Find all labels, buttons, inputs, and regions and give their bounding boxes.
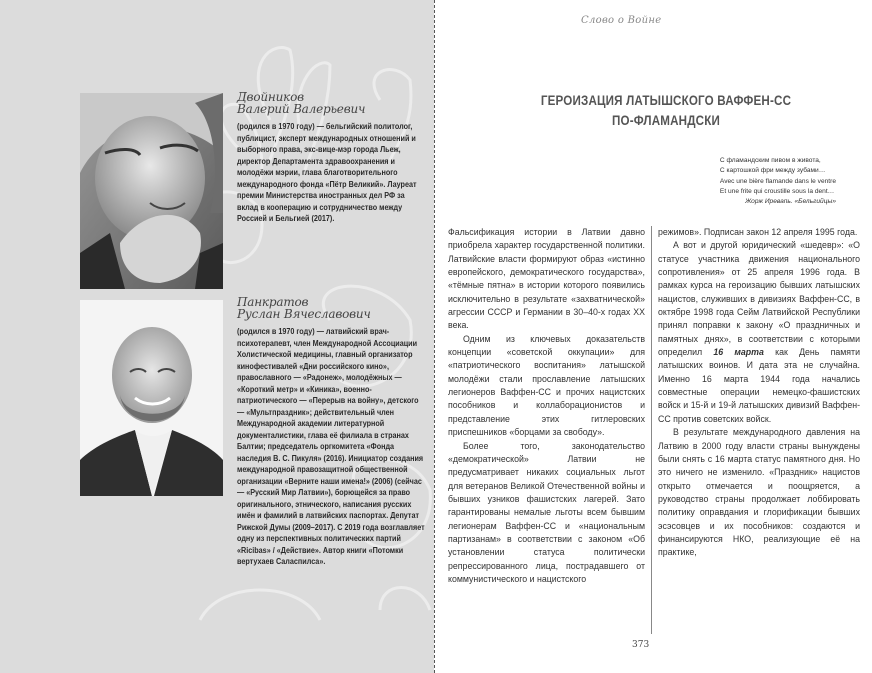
paragraph: Более того, законодательство «демократической» Латвии не предусматривает никаких социальных льгот для ветеранов Великой Отечественной войны и бывших узников фашистских лагерей. Зато гарантированы немалые льготы всем бывшим легионерам Ваффен-СС и «национальным партизанам» в соответствии с законом «Об установлении статуса политически репрессированного лица, пострадавшего от коммунистического и нацистского: [448, 440, 645, 584]
bio-given-name: Руслан Вячеславович: [237, 307, 371, 321]
column-rule: [651, 226, 652, 634]
epigraph-line: С фламандским пивом в живота,: [719, 157, 821, 164]
right-page: [436, 0, 872, 673]
epigraph: [641, 156, 836, 207]
paragraph: Фальсификация истории в Латвии давно приобрела характер государственной политики. Латвийские власти формируют образ «истинно европейского, демократического государства», «тёмные пятна» в истории которого появились исключительно в результате «захватнической» агрессии СССР и Германии в 30–40-х годах XX века.: [448, 227, 645, 331]
text-column-2: [658, 226, 860, 560]
bio-pankratov: [237, 296, 427, 568]
paragraph: режимов». Подписан закон 12 апреля 1995 года.: [658, 227, 858, 237]
bio-dvoinikov: [237, 91, 427, 225]
title-line-2: ПО-ФЛАМАНДСКИ: [611, 113, 721, 128]
page-number: 373: [632, 640, 650, 650]
portrait-photo-pankratov: [80, 300, 223, 496]
bio-name: [237, 296, 427, 320]
text-column-1: [448, 226, 645, 586]
date-emphasis: 16 марта: [713, 347, 764, 358]
paragraph-text: как День памяти латышских воинов. И дата эта не случайна. Именно 16 марта 1944 года начались совместные операции немецко-фашистских войск и 15-й и 19-й латышских дивизий Ваффен-СС против советских войск.: [658, 347, 860, 424]
paragraph: В результате международного давления на Латвию в 2000 году власти страны вынуждены были снять с 16 марта статус памятного дня. Но это ничего не изменило. «Праздник» нацистов открыто отмечается и поощряется, а руководство страны продолжает лоббировать политику оправдания и глорификации бывших эсэсовцев и их пособников: создаются и финансируются НКО, реализующие её на практике,: [658, 427, 860, 558]
bio-surname: Двойников: [237, 90, 304, 104]
running-head: Слово о Войне: [581, 15, 662, 26]
bio-given-name: Валерий Валерьевич: [237, 102, 366, 116]
epigraph-author: Жорж Иревапь. «Бельгийцы»: [745, 198, 836, 206]
bio-text: (родился в 1970 году) — латвийский врач-психотерапевт, член Международной Ассоциации Холистической медицины, главный организатор кинофестивалей «Дни российского кино», православного — «Радонеж», молодёжных — «Короткий метр» и «Киника», военно-патриотического — «Перерыв на войну», детского — «Мультпраздник»; действительный член Международной академии литературной документалистики, глава её филиала в странах Балтии; председатель оргкомитета «Фонда наследия В. С. Пикуля» (2016). Инициатор создания международной правозащитной общественной организации «Верните наши имена!» (2006) (сейчас — «Русский Мир Латвии»), борющейся за право оригинального, этнического, написания русских имён и фамилий в латвийских паспортах. Депутат Рижской Думы (2009–2017). С 2019 года возглавляет одну из перспективных политических партий «Ricibas» / «Действие». Автор книги «Потомки вертухаев Саласпилса».: [237, 326, 425, 566]
portrait-photo-dvoinikov: [80, 93, 223, 289]
paragraph: [658, 239, 860, 426]
article-title: [494, 91, 838, 131]
title-line-1: ГЕРОИЗАЦИЯ ЛАТЫШСКОГО ВАФФЕН-СС: [540, 93, 792, 108]
bio-text: (родился в 1970 году) — бельгийский политолог, публицист, эксперт международных отношений и выборного права, экс-вице-мэр города Льеж, директор Департамента здравоохранения и молодёжи мэрии, глава благотворительного международного фонда «Пётр Великий». Лауреат премии Министерства иностранных дел РФ за вклад в кооперацию и сотрудничество между Россией и Бельгией (2017).: [237, 121, 417, 223]
epigraph-line: Avec une bière flamande dans le ventre: [719, 177, 836, 185]
bio-name: [237, 91, 427, 115]
epigraph-line: Et une frite qui croustille sous la dent…: [719, 187, 835, 195]
left-page: [0, 0, 434, 673]
paragraph: Одним из ключевых доказательств концепции «советской оккупации» для «патриотического воспитания» латышской молодёжи стали прославление латышских легионеров Ваффен-СС и прочих нацистских пособников и коллаборационистов и представление этих гитлеровских приспешников «борцами за свободу».: [448, 333, 645, 438]
paragraph-text: А вот и другой юридический «шедевр»: «О статусе участника движения национального сопротивления» от 25 апреля 1996 года. В рамках курса на героизацию бывших латышских нацистов, служивших в дивизиях Ваффен-СС, в октябре 1998 года Сейм Латвийской Республики принял поправки к закону «О праздничных и памятных днях», в соответствии с которыми определил: [658, 240, 860, 358]
epigraph-line: С картошкой фри между зубами…: [719, 167, 826, 175]
page-fold-divider: [434, 0, 435, 673]
bio-surname: Панкратов: [237, 295, 309, 309]
